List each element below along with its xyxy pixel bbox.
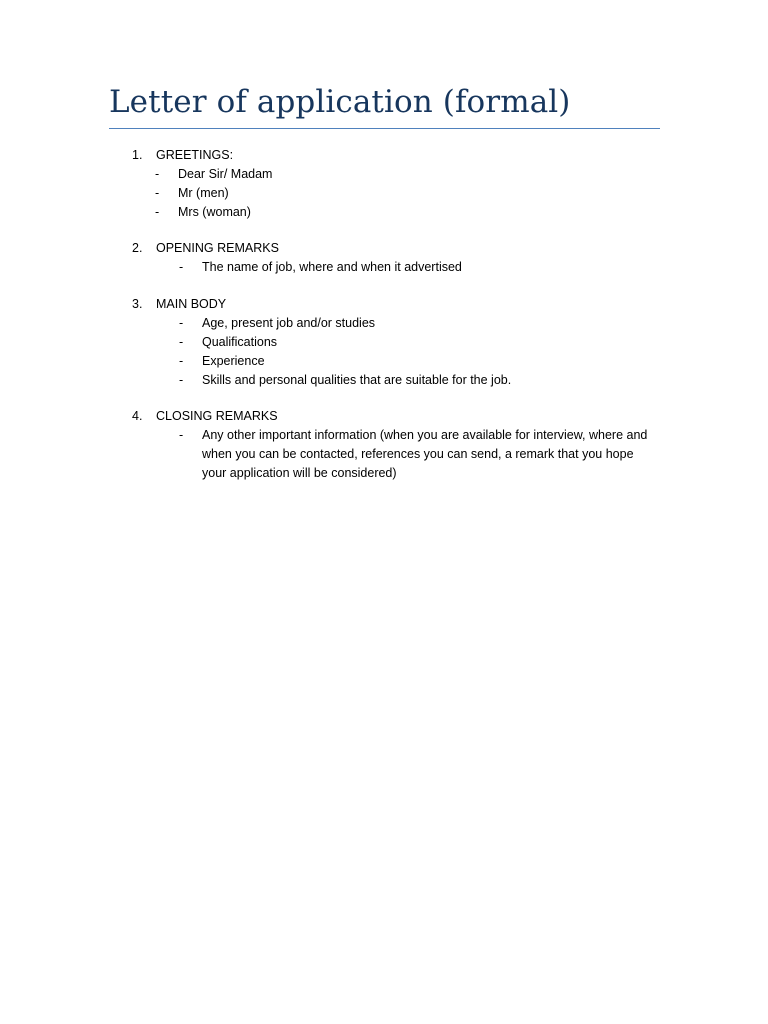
dash-bullet: - bbox=[179, 334, 184, 349]
section-closing-remarks bbox=[0, 407, 768, 482]
list-item bbox=[0, 165, 768, 184]
section-heading bbox=[0, 295, 768, 314]
section-number: 4. bbox=[132, 409, 143, 424]
section-greetings bbox=[0, 146, 768, 221]
dash-bullet: - bbox=[179, 372, 184, 387]
list-item-text: Dear Sir/ Madam bbox=[178, 167, 273, 181]
dash-bullet: - bbox=[179, 316, 184, 331]
dash-bullet: - bbox=[155, 185, 160, 200]
section-main-body bbox=[0, 295, 768, 389]
dash-bullet: - bbox=[179, 353, 184, 368]
section-number: 3. bbox=[132, 297, 143, 312]
section-title: OPENING REMARKS bbox=[156, 241, 279, 256]
section-title: MAIN BODY bbox=[156, 297, 227, 312]
dash-bullet: - bbox=[179, 260, 184, 275]
list-item bbox=[0, 184, 768, 203]
list-item bbox=[0, 314, 768, 333]
list-item-text: Age, present job and/or studies bbox=[202, 316, 376, 331]
section-heading bbox=[0, 146, 768, 165]
dash-bullet: - bbox=[179, 428, 184, 443]
section-opening-remarks bbox=[0, 239, 768, 277]
list-item-text: Skills and personal qualities that are suitable for the job. bbox=[202, 372, 512, 387]
list-item-text: Mr (men) bbox=[178, 185, 229, 200]
dash-bullet: - bbox=[155, 167, 160, 181]
document-title: Letter of application (formal) bbox=[109, 84, 571, 120]
list-item bbox=[0, 371, 768, 390]
section-title: GREETINGS: bbox=[156, 148, 234, 162]
title-underline bbox=[109, 128, 660, 129]
section-number: 2. bbox=[132, 241, 143, 256]
list-item bbox=[0, 258, 768, 277]
list-item bbox=[0, 203, 768, 222]
section-heading bbox=[0, 239, 768, 258]
section-number: 1. bbox=[132, 148, 143, 162]
list-item bbox=[0, 352, 768, 371]
list-item-text: Qualifications bbox=[202, 334, 278, 349]
list-item-text: The name of job, where and when it advertised bbox=[202, 260, 462, 275]
list-item-text: Any other important information (when you are available for interview, where and when you can be contacted, references you can send, a remark that you hope your application will be considered) bbox=[202, 428, 648, 480]
list-item-text: Experience bbox=[202, 353, 265, 368]
list-item-text: Mrs (woman) bbox=[178, 204, 251, 219]
section-heading bbox=[0, 407, 768, 426]
section-title: CLOSING REMARKS bbox=[156, 409, 278, 424]
list-item bbox=[0, 333, 768, 352]
numbered-list bbox=[0, 146, 768, 501]
dash-bullet: - bbox=[155, 204, 160, 219]
list-item bbox=[0, 426, 768, 482]
